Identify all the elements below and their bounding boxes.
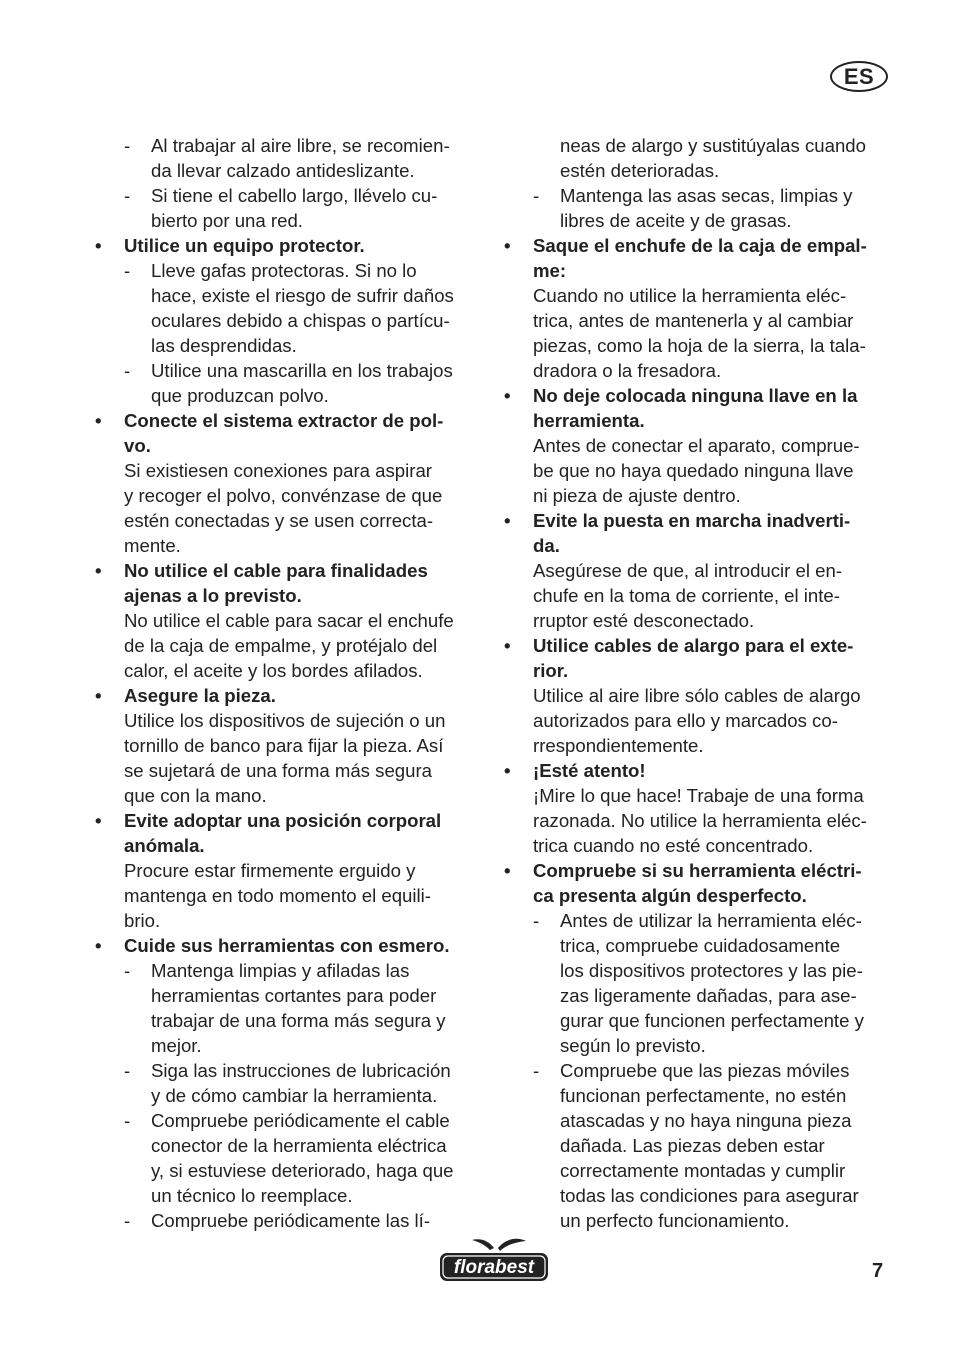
list-item-bullet — [504, 383, 896, 433]
list-item-bullet — [504, 233, 896, 283]
text-line: ca presenta algún desperfecto. — [533, 885, 807, 906]
dash-marker: - — [124, 960, 131, 981]
list-item-para — [504, 433, 896, 508]
text-line: ¡Esté atento! — [533, 760, 646, 781]
text-line: piezas, como la hoja de la sierra, la tala- — [533, 335, 866, 356]
list-item-bullet — [95, 408, 480, 458]
list-item-dash — [504, 908, 896, 1058]
bullet-marker: • — [95, 235, 102, 256]
bullet-marker: • — [504, 235, 511, 256]
text-line: los dispositivos protectores y las pie- — [560, 960, 863, 981]
text-line: atascadas y no haya ninguna pieza — [560, 1110, 852, 1131]
text-line: No utilice el cable para sacar el enchufe — [124, 610, 454, 631]
list-item-bullet — [95, 683, 480, 708]
text-line: todas las condiciones para asegurar — [560, 1185, 859, 1206]
left-text-column — [95, 133, 480, 1233]
text-line: No utilice el cable para finalidades — [124, 560, 428, 581]
text-line: trica, antes de mantenerla y al cambiar — [533, 310, 854, 331]
language-code: ES — [843, 63, 875, 89]
florabest-logo — [436, 1236, 552, 1289]
text-line: un técnico lo reemplace. — [151, 1185, 353, 1206]
text-line: vo. — [124, 435, 151, 456]
text-line: Procure estar firmemente erguido y — [124, 860, 416, 881]
text-line: Utilice los dispositivos de sujeción o un — [124, 710, 446, 731]
text-line: rior. — [533, 660, 569, 681]
list-item-para — [95, 608, 480, 683]
list-item-dash — [95, 958, 480, 1058]
text-line: trabajar de una forma más segura y — [151, 1010, 446, 1031]
right-text-column — [504, 133, 896, 1233]
text-line: rruptor esté desconectado. — [533, 610, 755, 631]
text-line: hace, existe el riesgo de sufrir daños — [151, 285, 454, 306]
text-line: herramientas cortantes para poder — [151, 985, 437, 1006]
page-number: 7 — [872, 1260, 884, 1282]
text-line: mente. — [124, 535, 181, 556]
list-item-bullet — [504, 758, 896, 783]
list-item-bullet — [95, 808, 480, 858]
bullet-marker: • — [95, 935, 102, 956]
text-line: conector de la herramienta eléctrica — [151, 1135, 447, 1156]
text-line: be que no haya quedado ninguna llave — [533, 460, 854, 481]
text-line: dañada. Las piezas deben estar — [560, 1135, 825, 1156]
text-line: y recoger el polvo, convénzase de que — [124, 485, 443, 506]
text-line: chufe en la toma de corriente, el inte- — [533, 585, 840, 606]
dash-marker: - — [533, 1060, 540, 1081]
list-item-para — [504, 283, 896, 383]
list-item-dash — [95, 133, 480, 183]
text-line: tornillo de banco para fijar la pieza. Así — [124, 735, 444, 756]
text-line: Asegure la pieza. — [124, 685, 276, 706]
text-line: las desprendidas. — [151, 335, 297, 356]
list-item-bullet — [95, 933, 480, 958]
text-line: bierto por una red. — [151, 210, 303, 231]
text-line: Si tiene el cabello largo, llévelo cu- — [151, 185, 438, 206]
text-line: No deje colocada ninguna llave en la — [533, 385, 858, 406]
text-line: oculares debido a chispas o partícu- — [151, 310, 450, 331]
text-line: de la caja de empalme, y protéjalo del — [124, 635, 438, 656]
text-line: trica cuando no esté concentrado. — [533, 835, 814, 856]
text-line: zas ligeramente dañadas, para ase- — [560, 985, 857, 1006]
text-line: neas de alargo y sustitúyalas cuando — [560, 135, 866, 156]
text-line: gurar que funcionen perfectamente y — [560, 1010, 864, 1031]
text-line: mejor. — [151, 1035, 202, 1056]
text-line: rrespondientemente. — [533, 735, 704, 756]
text-line: Utilice al aire libre sólo cables de alargo — [533, 685, 861, 706]
list-item-bullet — [504, 633, 896, 683]
dash-marker: - — [124, 360, 131, 381]
text-line: funcionan perfectamente, no estén — [560, 1085, 847, 1106]
text-line: mantenga en todo momento el equili- — [124, 885, 431, 906]
list-item-dash — [504, 183, 896, 233]
language-badge — [830, 61, 888, 92]
text-line: libres de aceite y de grasas. — [560, 210, 792, 231]
text-line: ni pieza de ajuste dentro. — [533, 485, 741, 506]
text-line: herramienta. — [533, 410, 645, 431]
text-line: según lo previsto. — [560, 1035, 706, 1056]
bullet-marker: • — [95, 560, 102, 581]
text-line: Evite la puesta en marcha inadverti- — [533, 510, 851, 531]
text-line: un perfecto funcionamiento. — [560, 1210, 790, 1231]
text-line: ajenas a lo previsto. — [124, 585, 302, 606]
text-line: y, si estuviese deteriorado, haga que — [151, 1160, 454, 1181]
list-item-para — [504, 783, 896, 858]
text-line: que produzcan polvo. — [151, 385, 329, 406]
dash-marker: - — [124, 185, 131, 206]
text-line: Utilice cables de alargo para el exte- — [533, 635, 854, 656]
list-item-para — [95, 458, 480, 558]
text-line: Compruebe que las piezas móviles — [560, 1060, 850, 1081]
list-item-dash — [95, 183, 480, 233]
text-line: estén deterioradas. — [560, 160, 720, 181]
text-line: que con la mano. — [124, 785, 267, 806]
dash-marker: - — [533, 185, 540, 206]
text-line: Conecte el sistema extractor de pol- — [124, 410, 444, 431]
dash-marker: - — [124, 1110, 131, 1131]
bullet-marker: • — [504, 760, 511, 781]
dash-marker: - — [533, 910, 540, 931]
text-line: Compruebe si su herramienta eléctri- — [533, 860, 862, 881]
text-line: brio. — [124, 910, 161, 931]
dash-marker: - — [124, 1210, 131, 1231]
list-item-dash — [95, 1058, 480, 1108]
list-item-para — [504, 683, 896, 758]
bullet-marker: • — [95, 685, 102, 706]
text-line: ¡Mire lo que hace! Trabaje de una forma — [533, 785, 864, 806]
dash-marker: - — [124, 260, 131, 281]
list-item-bullet — [95, 558, 480, 608]
bullet-marker: • — [504, 635, 511, 656]
text-line: dradora o la fresadora. — [533, 360, 722, 381]
text-line: da llevar calzado antideslizante. — [151, 160, 415, 181]
bullet-marker: • — [504, 510, 511, 531]
list-item-bullet — [95, 233, 480, 258]
text-line: Antes de utilizar la herramienta eléc- — [560, 910, 862, 931]
text-line: Evite adoptar una posición corporal — [124, 810, 442, 831]
text-line: Siga las instrucciones de lubricación — [151, 1060, 451, 1081]
text-line: Utilice un equipo protector. — [124, 235, 365, 256]
florabest-logo-icon — [436, 1236, 552, 1284]
text-line: Si existiesen conexiones para aspirar — [124, 460, 432, 481]
text-line: calor, el aceite y los bordes afilados. — [124, 660, 423, 681]
text-line: Antes de conectar el aparato, comprue- — [533, 435, 860, 456]
text-line: anómala. — [124, 835, 205, 856]
text-line: Mantenga limpias y afiladas las — [151, 960, 410, 981]
text-line: razonada. No utilice la herramienta eléc- — [533, 810, 867, 831]
bullet-marker: • — [95, 810, 102, 831]
list-item-dash — [95, 1208, 480, 1233]
text-line: da. — [533, 535, 560, 556]
bullet-marker: • — [95, 410, 102, 431]
text-line: autorizados para ello y marcados co- — [533, 710, 838, 731]
text-line: estén conectadas y se usen correcta- — [124, 510, 434, 531]
list-item-para — [95, 858, 480, 933]
text-line: Cuide sus herramientas con esmero. — [124, 935, 450, 956]
list-item-cont-dash — [504, 133, 896, 183]
text-line: Mantenga las asas secas, limpias y — [560, 185, 853, 206]
list-item-bullet — [504, 858, 896, 908]
text-line: Lleve gafas protectoras. Si no lo — [151, 260, 417, 281]
text-line: trica, compruebe cuidadosamente — [560, 935, 841, 956]
text-line: y de cómo cambiar la herramienta. — [151, 1085, 438, 1106]
text-line: Utilice una mascarilla en los trabajos — [151, 360, 453, 381]
dash-marker: - — [124, 135, 131, 156]
dash-marker: - — [124, 1060, 131, 1081]
text-line: Compruebe periódicamente el cable — [151, 1110, 450, 1131]
text-line: se sujetará de una forma más segura — [124, 760, 432, 781]
text-line: Al trabajar al aire libre, se recomien- — [151, 135, 450, 156]
logo-text: florabest — [453, 1257, 535, 1278]
text-line: me: — [533, 260, 567, 281]
list-item-dash — [95, 258, 480, 358]
list-item-bullet — [504, 508, 896, 558]
text-line: Saque el enchufe de la caja de empal- — [533, 235, 867, 256]
list-item-dash — [95, 1108, 480, 1208]
bullet-marker: • — [504, 385, 511, 406]
text-line: correctamente montadas y cumplir — [560, 1160, 846, 1181]
list-item-dash — [95, 358, 480, 408]
list-item-para — [95, 708, 480, 808]
list-item-para — [504, 558, 896, 633]
list-item-dash — [504, 1058, 896, 1233]
text-line: Cuando no utilice la herramienta eléc- — [533, 285, 847, 306]
text-line: Compruebe periódicamente las lí- — [151, 1210, 431, 1231]
bullet-marker: • — [504, 860, 511, 881]
text-line: Asegúrese de que, al introducir el en- — [533, 560, 843, 581]
